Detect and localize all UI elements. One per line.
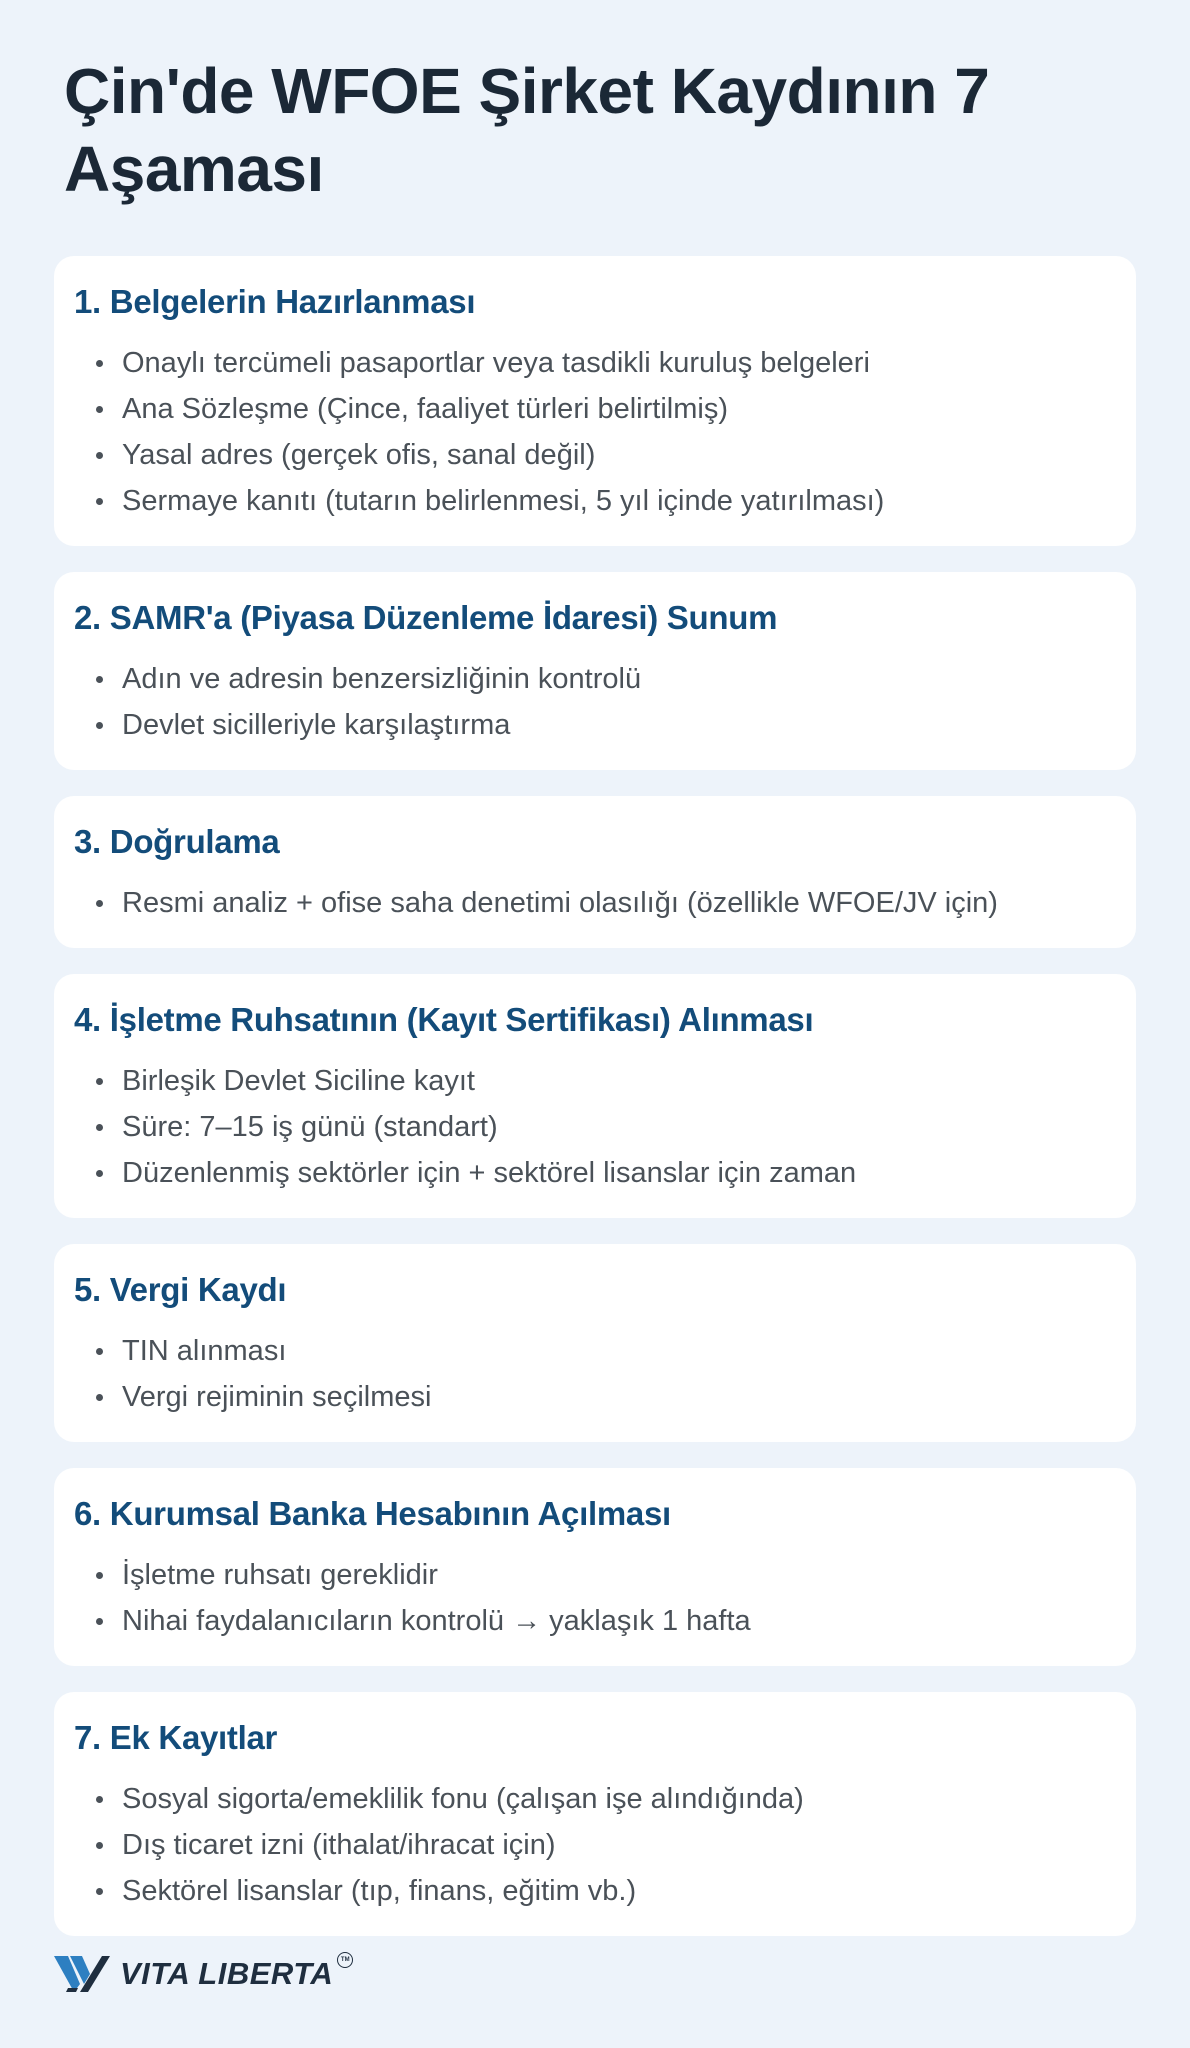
bullet-item: Düzenlenmiş sektörler için + sektörel lisanslar için zaman (96, 1150, 1116, 1196)
step-card-1 (54, 256, 1136, 546)
bullet-item: Birleşik Devlet Siciline kayıt (96, 1058, 1116, 1104)
step-bullets (74, 340, 1116, 524)
step-card-3 (54, 796, 1136, 948)
step-bullets (74, 1328, 1116, 1420)
step-title: 7. Ek Kayıtlar (74, 1719, 278, 1756)
step-title: 1. Belgelerin Hazırlanması (74, 283, 476, 320)
step-title: 5. Vergi Kaydı (74, 1271, 287, 1308)
step-title: 3. Doğrulama (74, 823, 280, 860)
step-bullets (74, 1058, 1116, 1196)
trademark-mark: TM (337, 1952, 353, 1968)
steps-list (54, 256, 1136, 1962)
step-bullets (74, 1776, 1116, 1914)
bullet-item: TIN alınması (96, 1328, 1116, 1374)
bullet-item: Sermaye kanıtı (tutarın belirlenmesi, 5 yıl içinde yatırılması) (96, 478, 1116, 524)
bullet-item: Sosyal sigorta/emeklilik fonu (çalışan işe alındığında) (96, 1776, 1116, 1822)
bullet-item: Süre: 7–15 iş günü (standart) (96, 1104, 1116, 1150)
bullet-item: Devlet sicilleriyle karşılaştırma (96, 702, 1116, 748)
bullet-item: Sektörel lisanslar (tıp, finans, eğitim vb.) (96, 1868, 1116, 1914)
step-bullets (74, 1552, 1116, 1644)
vita-liberta-logo-icon (54, 1952, 110, 1996)
brand-logo (54, 1952, 353, 1996)
bullet-item: Adın ve adresin benzersizliğinin kontrolü (96, 656, 1116, 702)
brand-name: VITA LIBERTA (120, 1956, 334, 1991)
step-card-5 (54, 1244, 1136, 1442)
bullet-item: İşletme ruhsatı gereklidir (96, 1552, 1116, 1598)
bullet-item: Yasal adres (gerçek ofis, sanal değil) (96, 432, 1116, 478)
bullet-item: Vergi rejiminin seçilmesi (96, 1374, 1116, 1420)
step-title: 4. İşletme Ruhsatının (Kayıt Sertifikası) Alınması (74, 1001, 814, 1038)
step-card-7 (54, 1692, 1136, 1936)
bullet-item: Onaylı tercümeli pasaportlar veya tasdikli kuruluş belgeleri (96, 340, 1116, 386)
step-title: 2. SAMR'a (Piyasa Düzenleme İdaresi) Sunum (74, 599, 778, 636)
step-bullets (74, 656, 1116, 748)
bullet-item: Ana Sözleşme (Çince, faaliyet türleri belirtilmiş) (96, 386, 1116, 432)
step-card-4 (54, 974, 1136, 1218)
step-card-6 (54, 1468, 1136, 1666)
step-bullets (74, 880, 1116, 926)
bullet-item: Dış ticaret izni (ithalat/ihracat için) (96, 1822, 1116, 1868)
page-title: Çin'de WFOE Şirket Kaydının 7 Aşaması (64, 55, 990, 205)
bullet-item: Resmi analiz + ofise saha denetimi olasılığı (özellikle WFOE/JV için) (96, 880, 1116, 926)
bullet-item: Nihai faydalanıcıların kontrolü → yaklaşık 1 hafta (96, 1598, 1116, 1644)
step-card-2 (54, 572, 1136, 770)
step-title: 6. Kurumsal Banka Hesabının Açılması (74, 1495, 671, 1532)
